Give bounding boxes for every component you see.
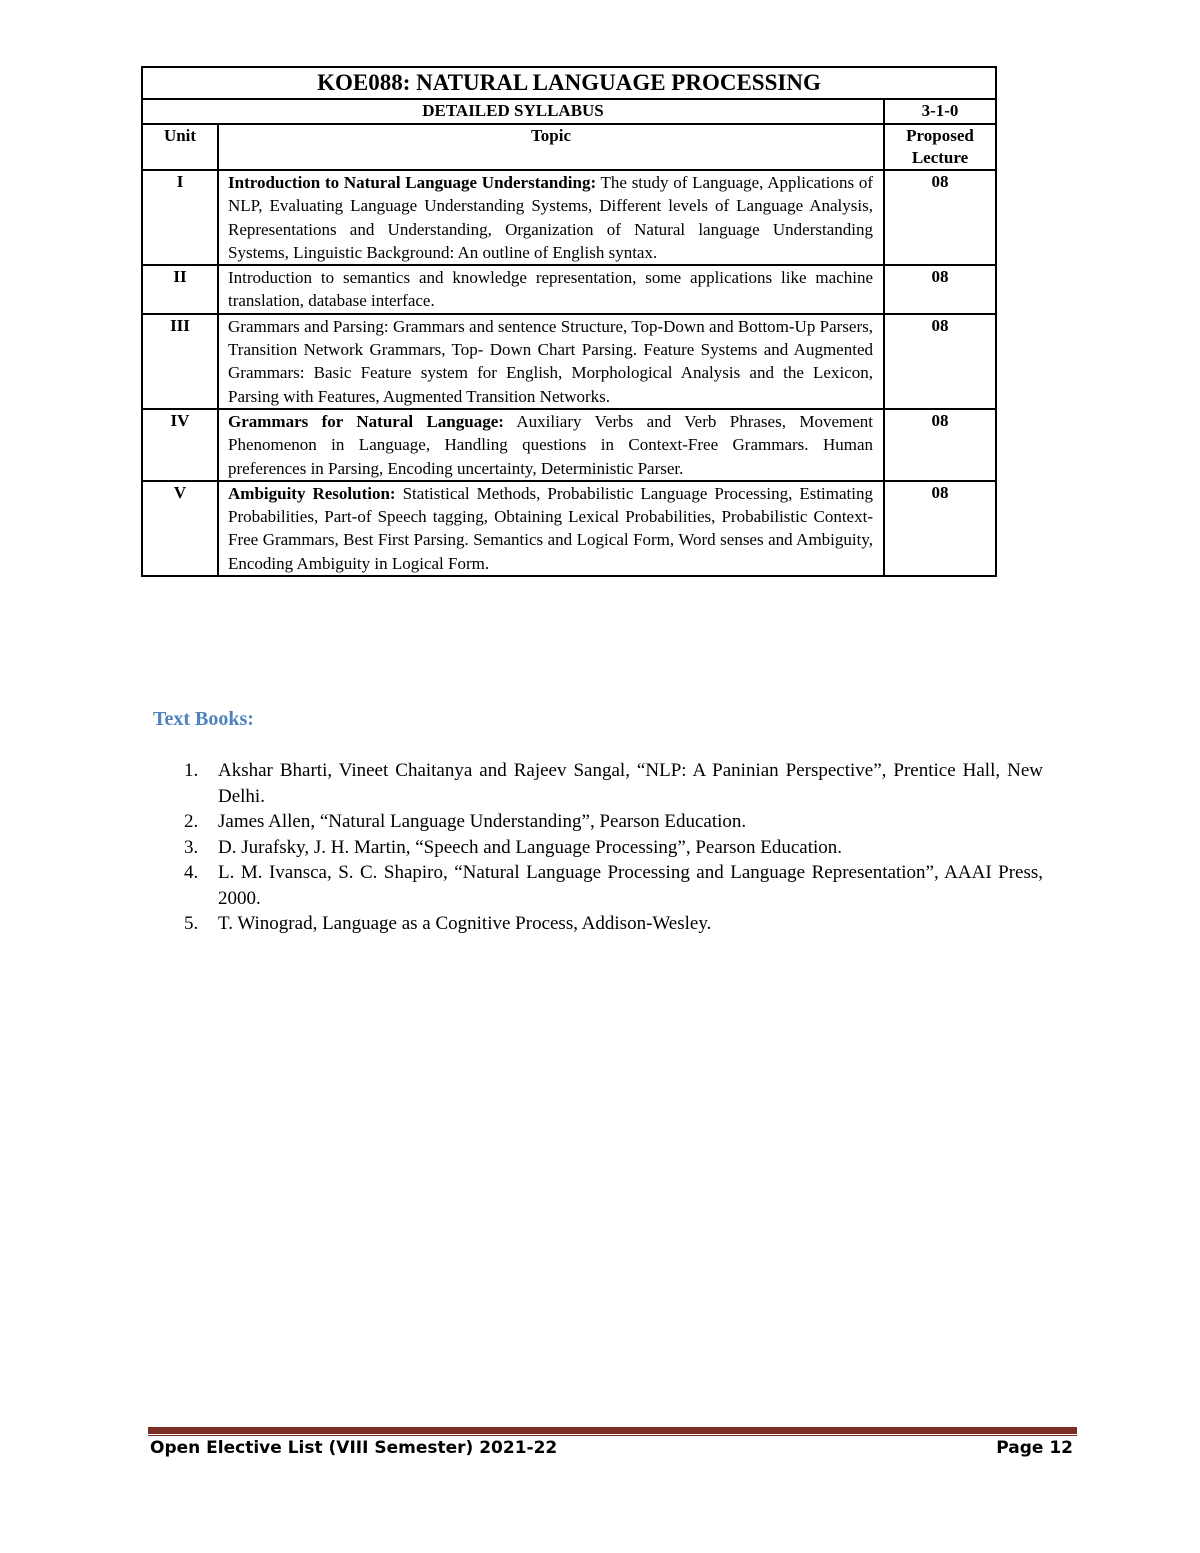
text-books-heading: Text Books: [153, 708, 254, 730]
unit-topic [218, 170, 884, 265]
table-row [142, 314, 996, 409]
topic-heading: Introduction to Natural Language Understanding: [228, 173, 597, 192]
topic-text: Statistical Methods, Probabilistic Language Processing, Estimating Probabilities, Part-of Speech tagging, Obtaining Lexical Probabilities, Probabilistic Context-Free Grammars, Best First Parsing. Semantics and Logical Form, Word senses and Ambiguity, Encoding Ambiguity in Logical Form. [228, 483, 874, 573]
footer-rule-thin [148, 1435, 1077, 1436]
lecture-count: 08 [884, 265, 996, 314]
column-header-unit: Unit [142, 124, 218, 170]
ltp-value: 3-1-0 [884, 99, 996, 124]
topic-heading: Ambiguity Resolution: [228, 483, 396, 503]
unit-topic [218, 314, 884, 409]
unit-topic [218, 409, 884, 481]
unit-number: V [142, 481, 218, 576]
list-item-number: 5. [184, 913, 199, 934]
list-item-text: Akshar Bharti, Vineet Chaitanya and Rajeev Sangal, “NLP: A Paninian Perspective”, Prentice Hall, New Delhi. [218, 760, 1043, 807]
table-row [142, 409, 996, 481]
unit-number: III [142, 314, 218, 409]
list-item [153, 835, 1043, 861]
list-item-number: 3. [184, 836, 199, 858]
lecture-count: 08 [884, 409, 996, 481]
topic-text: Auxiliary Verbs and Verb Phrases, Movement Phenomenon in Language, Handling questions in Context-Free Grammars. Human preferences in Parsing, Encoding uncertainty, Deterministic Parser. [228, 411, 873, 478]
list-item-text: D. Jurafsky, J. H. Martin, “Speech and Language Processing”, Pearson Education. [218, 836, 843, 858]
topic-text: The study of Language, Applications of NLP, Evaluating Language Understanding Systems, Different levels of Language Analysis, Representations and Understanding, Organization of Natural language Understanding Systems, Linguistic Background: An outline of English syntax. [228, 173, 873, 262]
column-header-lecture: Proposed Lecture [884, 124, 996, 170]
unit-number: IV [142, 409, 218, 481]
table-row [142, 170, 996, 265]
list-item [153, 911, 1043, 937]
unit-topic [218, 265, 884, 314]
list-item-number: 4. [184, 862, 199, 883]
page-number: Page 12 [996, 1438, 1073, 1458]
topic-text: Introduction to semantics and knowledge representation, some applications like machine translation, database interface. [228, 268, 873, 311]
column-header-row [142, 124, 996, 170]
list-item-number: 2. [184, 811, 199, 832]
unit-topic [218, 481, 884, 576]
list-item [153, 758, 1043, 809]
subheading-row [142, 99, 996, 124]
table-row [142, 265, 996, 314]
lecture-count: 08 [884, 481, 996, 576]
unit-number: II [142, 265, 218, 314]
table-row [142, 481, 996, 576]
title-row [142, 67, 996, 99]
list-item-text: James Allen, “Natural Language Understanding”, Pearson Education. [218, 811, 747, 832]
syllabus-heading: DETAILED SYLLABUS [142, 99, 884, 124]
topic-text: Grammars and Parsing: Grammars and sentence Structure, Top-Down and Bottom-Up Parsers, Transition Network Grammars, Top- Down Chart Parsing. Feature Systems and Augmented Grammars: Basic Feature system for English, Morphological Analysis and the Lexicon, Parsing with Features, Augmented Transition Networks. [228, 316, 873, 406]
unit-number: I [142, 170, 218, 265]
lecture-count: 08 [884, 170, 996, 265]
footer-title: Open Elective List (VIII Semester) 2021-22 [150, 1438, 558, 1458]
lecture-count: 08 [884, 314, 996, 409]
list-item-text: L. M. Ivansca, S. C. Shapiro, “Natural Language Processing and Language Representation”, AAAI Press, 2000. [218, 862, 1043, 909]
course-title: KOE088: NATURAL LANGUAGE PROCESSING [142, 67, 996, 99]
list-item-text: T. Winograd, Language as a Cognitive Process, Addison-Wesley. [218, 913, 712, 934]
topic-heading: Grammars for Natural Language: [228, 411, 504, 431]
column-header-topic: Topic [218, 124, 884, 170]
syllabus-table [141, 66, 997, 577]
footer-rule [148, 1427, 1077, 1434]
text-books-list [153, 758, 1043, 937]
list-item-number: 1. [184, 760, 199, 781]
list-item [153, 809, 1043, 835]
list-item [153, 860, 1043, 911]
